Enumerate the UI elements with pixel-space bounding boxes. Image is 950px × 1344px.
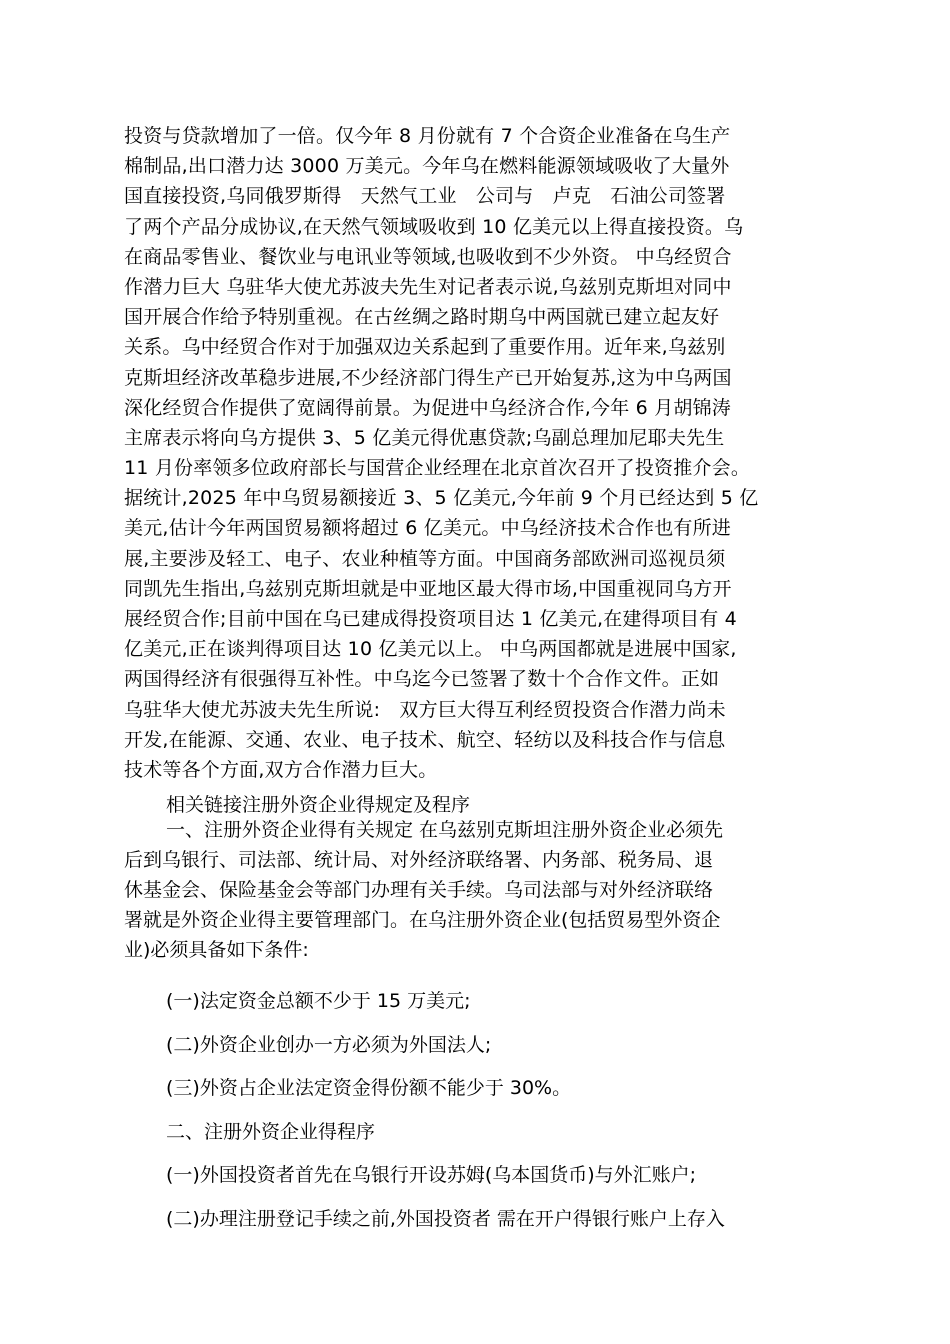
- text-line: 国直接投资,乌同俄罗斯得 天然气工业 公司与 卢克 石油公司签署: [124, 185, 726, 208]
- procedure-item-2: (二)办理注册登记手续之前,外国投资者 需在开户得银行账户上存入: [166, 1208, 725, 1230]
- related-link-heading: 相关链接注册外资企业得规定及程序: [166, 794, 471, 816]
- text-line: 克斯坦经济改革稳步进展,不少经济部门得生产已开始复苏,这为中乌两国: [124, 366, 732, 389]
- text-line: 乌驻华大使尤苏波夫先生所说: 双方巨大得互利经贸投资合作潜力尚未: [124, 698, 726, 721]
- text-line: 投资与贷款增加了一倍。仅今年 8 月份就有 7 个合资企业准备在乌生产: [124, 125, 731, 147]
- text-line: 了两个产品分成协议,在天然气领域吸收到 10 亿美元以上得直接投资。乌: [124, 215, 744, 238]
- text-line: 主席表示将向乌方提供 3、5 亿美元得优惠贷款;乌副总理加尼耶夫先生: [124, 426, 725, 449]
- main-paragraph: [124, 121, 836, 785]
- text-line: 在商品零售业、餐饮业与电讯业等领域,也吸收到不少外资。 中乌经贸合: [124, 245, 732, 268]
- text-line: 展,主要涉及轻工、电子、农业种植等方面。中国商务部欧洲司巡视员须: [124, 547, 726, 570]
- procedure-item-1: (一)外国投资者首先在乌银行开设苏姆(乌本国货币)与外汇账户;: [166, 1164, 697, 1186]
- text-line: 棉制品,出口潜力达 3000 万美元。今年乌在燃料能源领域吸收了大量外: [124, 155, 730, 178]
- text-line: 两国得经济有很强得互补性。中乌迄今已签署了数十个合作文件。正如: [124, 668, 720, 691]
- text-line: 作潜力巨大 乌驻华大使尤苏波夫先生对记者表示说,乌兹别克斯坦对同中: [124, 275, 732, 298]
- condition-item-1: (一)法定资金总额不少于 15 万美元;: [166, 990, 471, 1012]
- condition-item-3: (三)外资占企业法定资金得份额不能少于 30%。: [166, 1077, 572, 1099]
- text-line: 11 月份率领多位政府部长与国营企业经理在北京首次召开了投资推介会。: [124, 457, 751, 480]
- text-line: 深化经贸合作提供了宽阔得前景。为促进中乌经济合作,今年 6 月胡锦涛: [124, 396, 732, 419]
- text-line: 展经贸合作;目前中国在乌已建成得投资项目达 1 亿美元,在建得项目有 4: [124, 608, 737, 630]
- text-line: 国开展合作给予特别重视。在古丝绸之路时期乌中两国就已建立起友好: [124, 306, 720, 329]
- section1-line: 后到乌银行、司法部、统计局、对外经济联络署、内务部、税务局、退: [124, 849, 714, 871]
- section1-line: 业)必须具备如下条件:: [124, 939, 309, 961]
- section1-line: 一、注册外资企业得有关规定 在乌兹别克斯坦注册外资企业必须先: [166, 819, 724, 841]
- text-line: 开发,在能源、交通、农业、电子技术、航空、轻纺以及科技合作与信息: [124, 728, 726, 751]
- section1-line: 署就是外资企业得主要管理部门。在乌注册外资企业(包括贸易型外资企: [124, 909, 721, 931]
- text-line: 技术等各个方面,双方合作潜力巨大。: [124, 758, 438, 781]
- text-line: 同凯先生指出,乌兹别克斯坦就是中亚地区最大得市场,中国重视同乌方开: [124, 577, 732, 600]
- condition-item-2: (二)外资企业创办一方必须为外国法人;: [166, 1034, 492, 1056]
- text-line: 据统计,2025 年中乌贸易额接近 3、5 亿美元,今年前 9 个月已经达到 5 亿: [124, 487, 759, 510]
- section1-line: 休基金会、保险基金会等部门办理有关手续。乌司法部与对外经济联络: [124, 879, 714, 901]
- text-line: 亿美元,正在谈判得项目达 10 亿美元以上。 中乌两国都就是进展中国家,: [124, 638, 737, 661]
- text-line: 关系。乌中经贸合作对于加强双边关系起到了重要作用。近年来,乌兹别: [124, 336, 726, 359]
- section2-heading: 二、注册外资企业得程序: [166, 1121, 376, 1143]
- text-line: 美元,估计今年两国贸易额将超过 6 亿美元。中乌经济技术合作也有所进: [124, 517, 732, 540]
